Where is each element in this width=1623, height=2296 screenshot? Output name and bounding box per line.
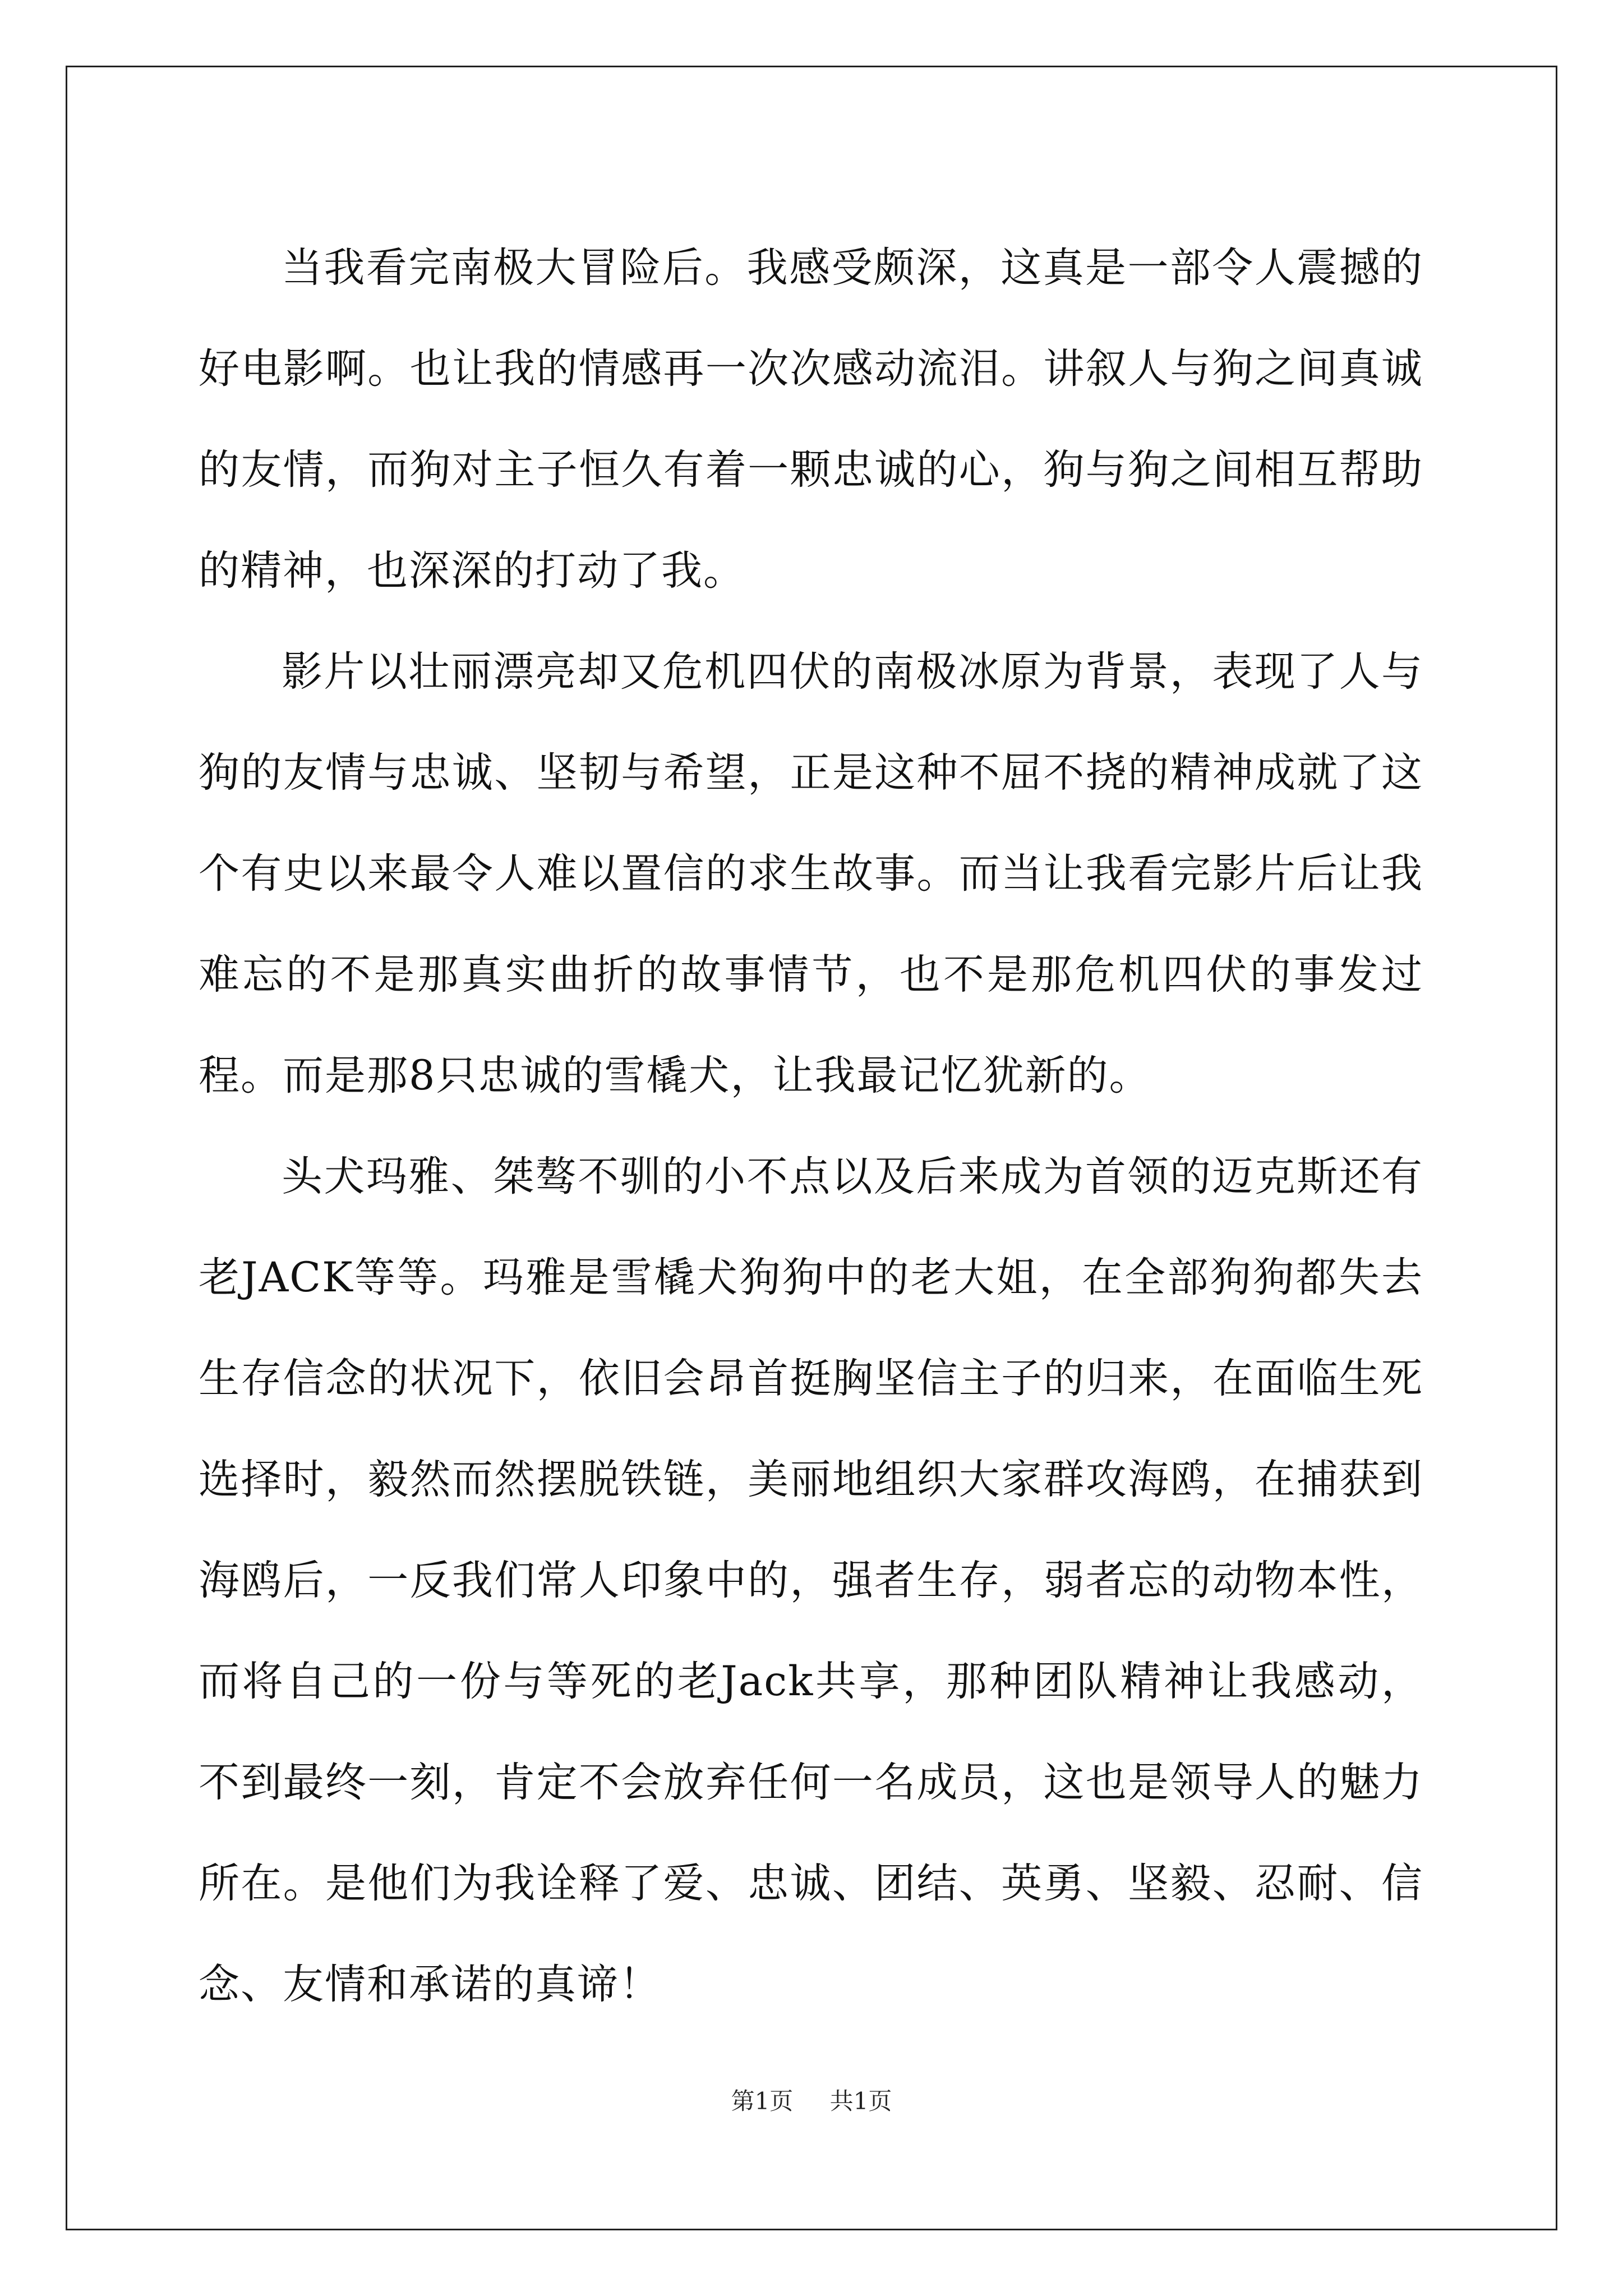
paragraph-2: 影片以壮丽漂亮却又危机四伏的南极冰原为背景，表现了人与狗的友情与忠诚、坚韧与希望，正是这种不屈不挠的精神成就了这个有史以来最令人难以置信的求生故事。而当让我看完影片后让我难忘的不是那真实曲折的故事情节，也不是那危机四伏的事发过程。而是那8只忠诚的雪橇犬，让我最记忆犹新的。 xyxy=(199,648,1423,1099)
document-body xyxy=(199,218,1423,2035)
paragraph-1: 当我看完南极大冒险后。我感受颇深，这真是一部令人震撼的好电影啊。也让我的情感再一次次感动流泪。讲叙人与狗之间真诚的友情，而狗对主子恒久有着一颗忠诚的心，狗与狗之间相互帮助的精神，也深深的打动了我。 xyxy=(199,244,1423,595)
page-total: 共1页 xyxy=(829,2087,892,2115)
paragraph-3: 头犬玛雅、桀骜不驯的小不点以及后来成为首领的迈克斯还有老JACK等等。玛雅是雪橇犬狗狗中的老大姐，在全部狗狗都失去生存信念的状况下，依旧会昂首挺胸坚信主子的归来，在面临生死选择时，毅然而然摆脱铁链，美丽地组织大家群攻海鸥，在捕获到海鸥后，一反我们常人印象中的，强者生存，弱者忘的动物本性，而将自己的一份与等死的老Jack共享，那种团队精神让我感动，不到最终一刻，肯定不会放弃任何一名成员，这也是领导人的魅力所在。是他们为我诠释了爱、忠诚、团结、英勇、坚毅、忍耐、信念、友情和承诺的真谛！ xyxy=(199,1153,1423,2008)
page-footer xyxy=(0,2086,1623,2117)
page-number: 第1页 xyxy=(731,2087,794,2115)
